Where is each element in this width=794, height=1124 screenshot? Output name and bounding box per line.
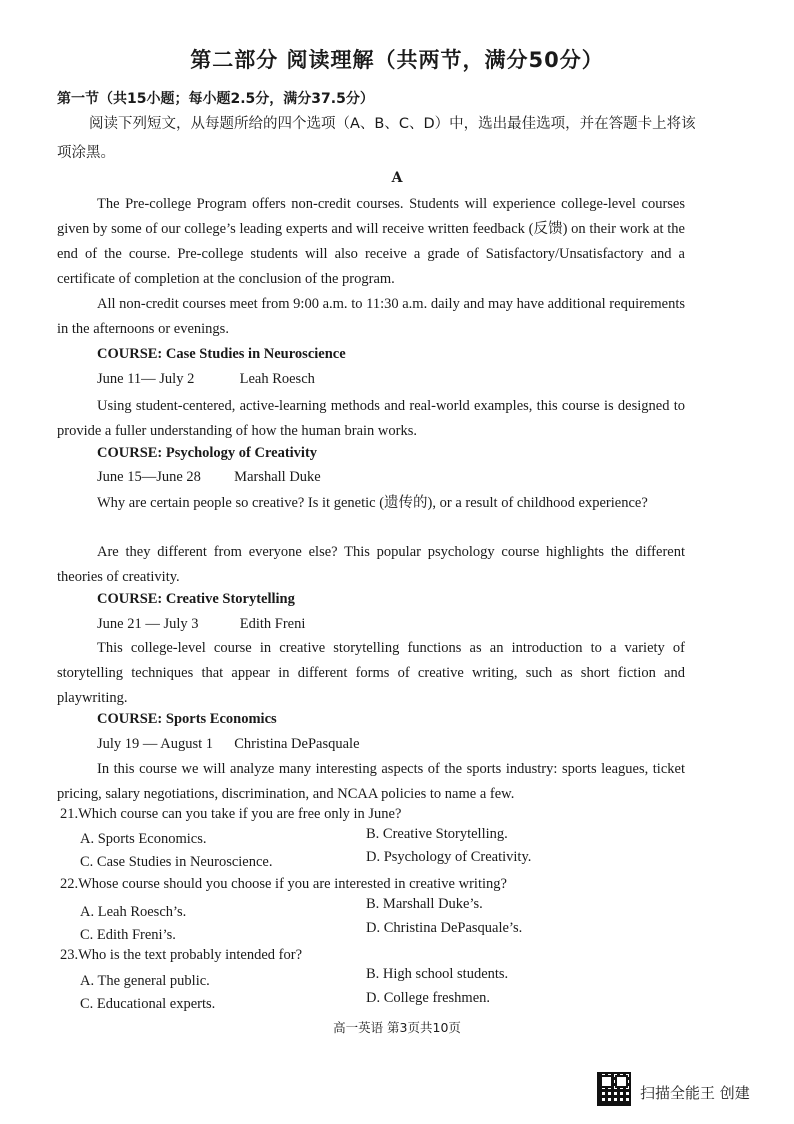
course-heading: COURSE: Case Studies in Neuroscience bbox=[97, 346, 346, 362]
option-a[interactable]: A. The general public. bbox=[80, 973, 210, 989]
section-heading: 第一节（共15小题；每小题2.5分，满分37.5分） bbox=[57, 91, 374, 107]
page-footer: 高一英语 第3页共10页 bbox=[333, 1020, 461, 1035]
course-description: Why are certain people so creative? Is it genetic (遗传的), or a result of childhood experience? bbox=[97, 495, 648, 511]
course-date-range: June 15—June 28 bbox=[97, 469, 201, 485]
course-instructor: Leah Roesch bbox=[239, 371, 315, 387]
qr-code-icon bbox=[597, 1072, 631, 1106]
scanner-watermark: 扫描全能王 创建 bbox=[640, 1084, 750, 1102]
option-c[interactable]: C. Edith Freni’s. bbox=[80, 927, 176, 943]
instructions: 阅读下列短文，从每题所给的四个选项（A、B、C、D）中，选出最佳选项，并在答题卡上将该项涂黑。 bbox=[57, 116, 696, 161]
course-dates bbox=[97, 469, 321, 486]
question-stem: 23.Who is the text probably intended for? bbox=[60, 947, 303, 963]
option-b[interactable]: B. Marshall Duke’s. bbox=[366, 896, 483, 912]
course-instructor: Marshall Duke bbox=[234, 469, 321, 485]
course-description: In this course we will analyze many interesting aspects of the sports industry: sports leagues, ticket pricing, salary negotiations, discrimination, and NCAA policies to name a few. bbox=[57, 761, 685, 802]
course-heading: COURSE: Creative Storytelling bbox=[97, 591, 295, 607]
course-instructor: Edith Freni bbox=[239, 616, 306, 632]
option-c[interactable]: C. Educational experts. bbox=[80, 996, 216, 1012]
option-a[interactable]: A. Sports Economics. bbox=[80, 831, 207, 847]
course-heading: COURSE: Psychology of Creativity bbox=[97, 445, 318, 461]
part-title: 第二部分 阅读理解（共两节，满分50分） bbox=[190, 48, 604, 72]
course-dates bbox=[97, 371, 315, 388]
option-b[interactable]: B. High school students. bbox=[366, 966, 509, 982]
course-dates bbox=[97, 736, 360, 753]
option-d[interactable]: D. Psychology of Creativity. bbox=[366, 849, 532, 865]
question-stem: 22.Whose course should you choose if you are interested in creative writing? bbox=[60, 876, 507, 892]
course-heading: COURSE: Sports Economics bbox=[97, 711, 277, 727]
question-stem: 21.Which course can you take if you are free only in June? bbox=[60, 806, 402, 822]
course-instructor: Christina DePasquale bbox=[234, 736, 360, 752]
passage-letter: A bbox=[391, 170, 403, 186]
option-d[interactable]: D. Christina DePasquale’s. bbox=[366, 920, 523, 936]
course-date-range: July 19 — August 1 bbox=[97, 736, 214, 752]
option-a[interactable]: A. Leah Roesch’s. bbox=[80, 904, 187, 920]
course-date-range: June 21 — July 3 bbox=[97, 616, 199, 632]
course-description: Using student-centered, active-learning methods and real-world examples, this course is designed to provide a fuller understanding of how the human brain works. bbox=[57, 398, 685, 439]
passage-paragraph-2: All non-credit courses meet from 9:00 a.m. to 11:30 a.m. daily and may have additional requirements in the afternoons or evenings. bbox=[57, 296, 685, 337]
course-description: This college-level course in creative storytelling functions as an introduction to a variety of storytelling techniques that appear in different forms of creative writing, such as short fiction and playwriting. bbox=[57, 640, 685, 706]
option-d[interactable]: D. College freshmen. bbox=[366, 990, 491, 1006]
passage-paragraph-1: The Pre-college Program offers non-credit courses. Students will experience college-level courses given by some of our college’s leading experts and will receive written feedback (反馈) on their work at the end of the course. Pre-college students will also receive a grade of Satisfactory/Unsatisfactory and a certificate of completion at the conclusion of the program. bbox=[57, 196, 685, 287]
course-dates bbox=[97, 616, 305, 633]
option-b[interactable]: B. Creative Storytelling. bbox=[366, 826, 508, 842]
course-date-range: June 11— July 2 bbox=[97, 371, 195, 387]
course-description-2: Are they different from everyone else? This popular psychology course highlights the different theories of creativity. bbox=[57, 544, 685, 585]
option-c[interactable]: C. Case Studies in Neuroscience. bbox=[80, 854, 273, 870]
